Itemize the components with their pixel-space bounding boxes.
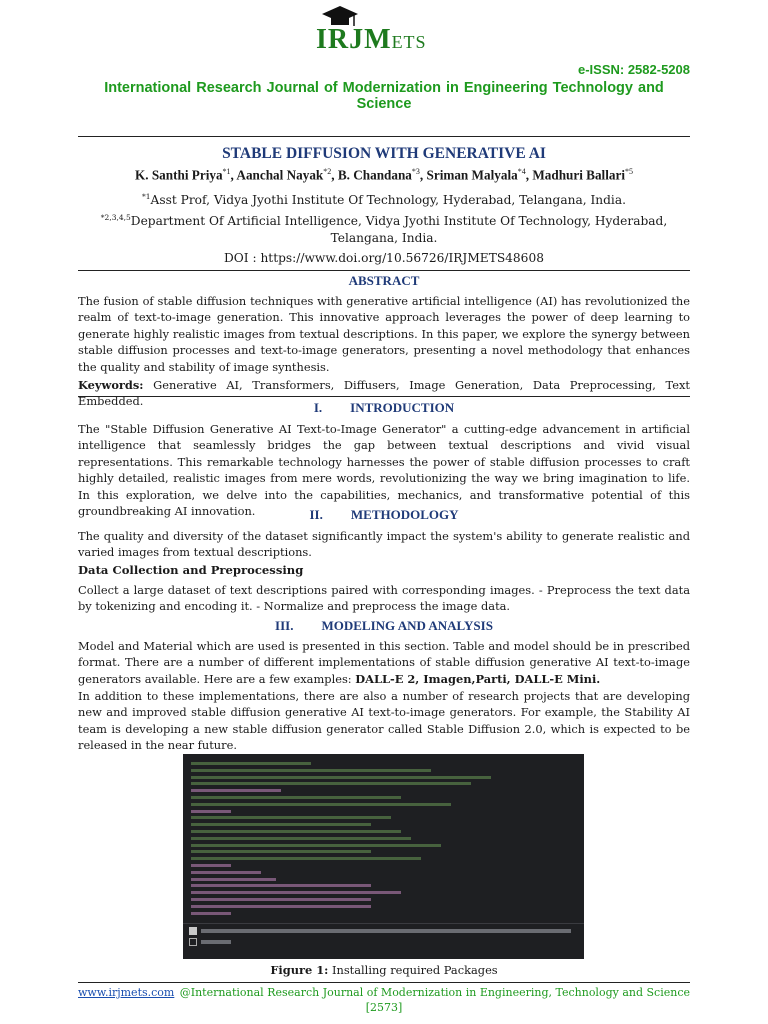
footer-divider [78, 982, 690, 983]
author: B. Chandana [337, 167, 412, 183]
journal-name: International Research Journal of Modernization in Engineering Technology and Science [104, 80, 664, 112]
issn: e-ISSN: 2582-5208 [577, 62, 690, 77]
code-line [191, 776, 491, 779]
section-heading-introduction: I. INTRODUCTION [313, 400, 455, 415]
affiliation-2-cont: Telangana, India. [330, 231, 438, 245]
section-heading-methodology: II. METHODOLOGY [309, 507, 459, 522]
code-line [191, 796, 401, 799]
code-line [191, 762, 311, 765]
page-number: [2573] [365, 1001, 403, 1014]
code-line [191, 816, 391, 819]
author: Sriman Malyala [426, 167, 518, 183]
abstract-heading: ABSTRACT [348, 273, 420, 288]
logo-wordmark: IRJMETS [316, 24, 427, 55]
run-cell-icon [189, 927, 197, 935]
code-line [191, 891, 401, 894]
code-line [191, 789, 281, 792]
keywords: Keywords: Generative AI, Transformers, Diffusers, Image Generation, Data Preprocessing, Text Embedded. [78, 378, 690, 409]
introduction-text: The "Stable Diffusion Generative AI Text-to-Image Generator" a cutting-edge advancement in artificial intelligence that seamlessly bridges the gap between textual descriptions and vivid visual representations. This remarkable technology harnesses the power of stable diffusion processes to craft highly detailed, realistic images from mere words, revolutionizing the way we bring imagination to life. In this exploration, we delve into the capabilities, mechanics, and transformative potential of this groundbreaking AI innovation. [78, 422, 690, 519]
code-line [191, 837, 411, 840]
author: K. Santhi Priya [134, 167, 223, 183]
code-line [191, 844, 441, 847]
code-line [191, 905, 371, 908]
modeling-text-2: In addition to these implementations, there are also a number of research projects that are developing new and improved stable diffusion generative AI text-to-image generators. For example, the Stability AI team is developing a new stable diffusion generator called Stable Diffusion 2.0, which is expected to be released in the near future. [78, 689, 690, 753]
section-heading-modeling: III. MODELING AND ANALYSIS [275, 618, 493, 633]
data-collection-text: Collect a large dataset of text descriptions paired with corresponding images. - Preprocess the text data by tokenizing and encoding it. - Normalize and preprocess the image data. [78, 583, 690, 614]
author: Aanchal Nayak [236, 167, 324, 183]
methodology-text: The quality and diversity of the dataset significantly impact the system's ability to generate realistic and varied images from textual descriptions. [78, 529, 690, 560]
journal-website-link[interactable]: www.irjmets.com [78, 986, 175, 999]
code-line [191, 810, 231, 813]
code-line [191, 871, 261, 874]
doi: DOI : https://www.doi.org/10.56726/IRJMETS48608 [224, 251, 544, 265]
journal-logo [316, 6, 452, 56]
paper-title: STABLE DIFFUSION WITH GENERATIVE AI [222, 145, 546, 162]
code-line [191, 830, 401, 833]
code-line [191, 803, 451, 806]
code-line [191, 782, 471, 785]
modeling-text-1: Model and Material which are used is presented in this section. Table and model should be in prescribed format. There are a number of different implementations of stable diffusion generative AI text-to-image generators available. Here are a few examples: DALL-E 2, Imagen,Parti, DALL-E Mini. [78, 639, 690, 686]
code-line [191, 912, 231, 915]
affiliation-1: $^{*1}$Asst Prof, Vidya Jyothi Institute Of Technology, Hyderabad, Telangana, India. [142, 192, 626, 208]
code-line [191, 823, 371, 826]
figure-code-screenshot [183, 754, 584, 959]
code-line [191, 864, 231, 867]
author: Madhuri Ballari [532, 167, 625, 183]
footer-copyright: @International Research Journal of Modernization in Engineering, Technology and Science [179, 986, 690, 999]
code-line [191, 878, 276, 881]
code-line [191, 884, 371, 887]
section-divider [78, 396, 690, 397]
figure-caption: Figure 1: Installing required Packages [270, 963, 498, 977]
code-line [191, 857, 421, 860]
code-line [191, 769, 431, 772]
subsection-heading: Data Collection and Preprocessing [78, 563, 304, 577]
output-icon [189, 938, 197, 946]
affiliation-2: $^{*2,3,4,5}$Department Of Artificial Intelligence, Vidya Jyothi Institute Of Technology, Hyderabad, [100, 213, 668, 229]
abstract-text: The fusion of stable diffusion techniques with generative artificial intelligence (AI) has revolutionized the realm of text-to-image generation. This innovative approach leverages the power of deep learning to generate highly realistic images from textual descriptions. In this paper, we explore the synergy between stable diffusion processes and text-to-image generators, presenting a novel methodology that enhances the quality and stability of image synthesis. [78, 294, 690, 374]
abstract-divider [78, 270, 690, 271]
code-line [191, 850, 371, 853]
author-list: K. Santhi Priya$^{*1}$, Aanchal Nayak$^{*2}$, B. Chandana$^{*3}$, Sriman Malyala$^{*4}$, Madhuri Ballari$^{*5}$ [134, 167, 633, 183]
code-line [191, 898, 371, 901]
header-divider [78, 136, 690, 137]
